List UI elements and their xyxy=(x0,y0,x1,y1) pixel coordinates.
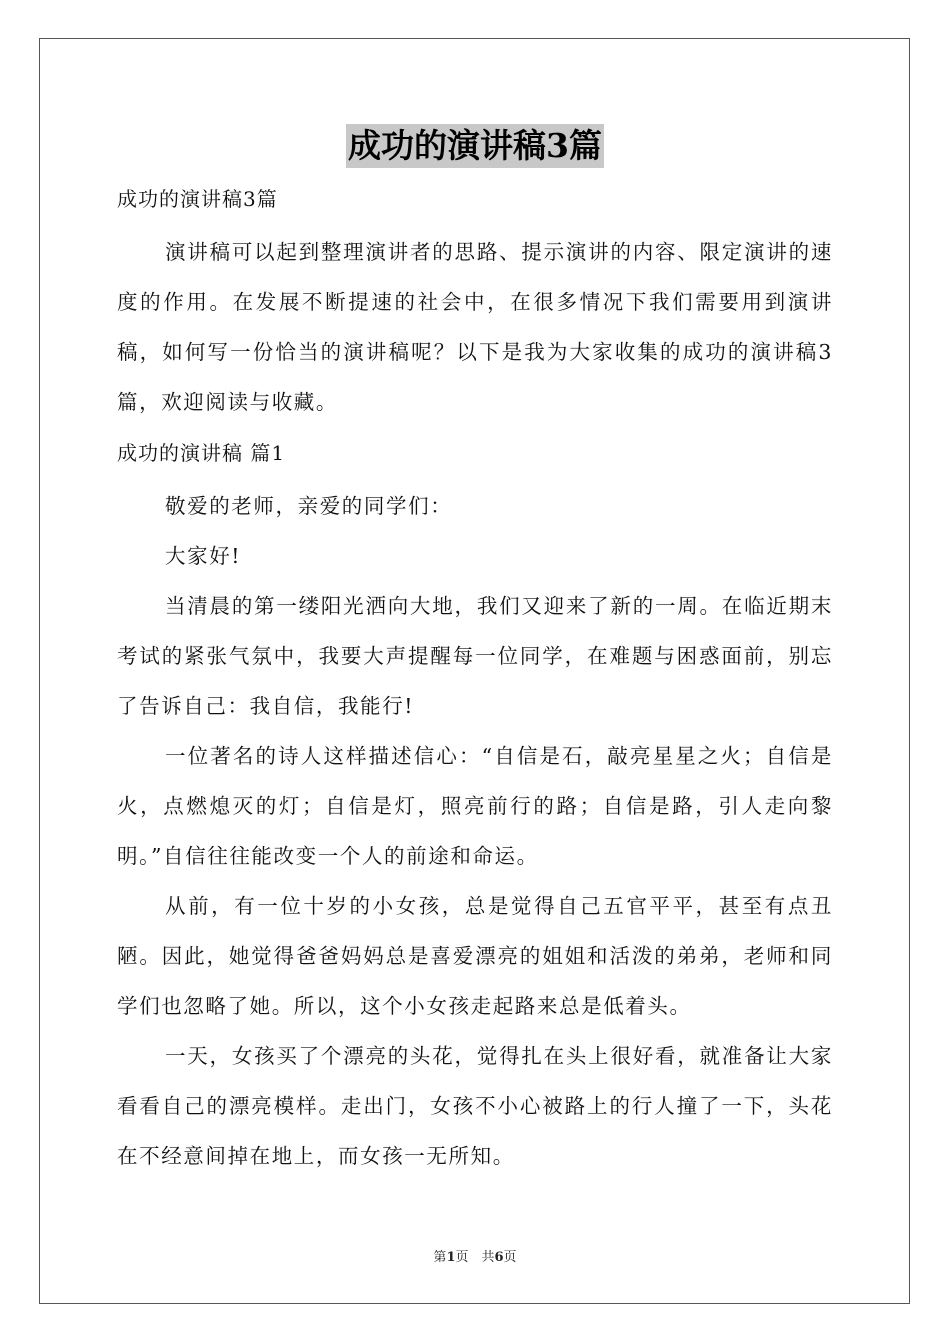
paragraph-hello: 大家好! xyxy=(165,544,242,568)
page-footer xyxy=(0,1246,950,1265)
footer-current-page: 1 xyxy=(446,1250,456,1265)
subtitle: 成功的演讲稿3篇 xyxy=(117,187,278,211)
paragraph-1: 当清晨的第一缕阳光洒向大地，我们又迎来了新的一周。在临近期末考试的紧张气氛中，我要大声提醒每一位同学，在难题与困惑面前，别忘了告诉自己：我自信，我能行! xyxy=(117,594,833,718)
paragraph-2: 一位著名的诗人这样描述信心：“自信是石，敲亮星星之火；自信是火，点燃熄灭的灯；自信是灯，照亮前行的路；自信是路，引人走向黎明。”自信往往能改变一个人的前途和命运。 xyxy=(117,744,833,868)
footer-total-pages: 6 xyxy=(494,1250,504,1265)
paragraph-4: 一天，女孩买了个漂亮的头花，觉得扎在头上很好看，就准备让大家看看自己的漂亮模样。走出门，女孩不小心被路上的行人撞了一下，头花在不经意间掉在地上，而女孩一无所知。 xyxy=(117,1044,833,1168)
paragraph-3: 从前，有一位十岁的小女孩，总是觉得自己五官平平，甚至有点丑陋。因此，她觉得爸爸妈妈总是喜爱漂亮的姐姐和活泼的弟弟，老师和同学们也忽略了她。所以，这个小女孩走起路来总是低着头。 xyxy=(117,894,833,1018)
title-container xyxy=(0,124,950,168)
footer-mid: 页 共 xyxy=(455,1250,495,1265)
section-heading-1: 成功的演讲稿 篇1 xyxy=(117,441,286,465)
footer-suffix: 页 xyxy=(503,1250,517,1265)
intro-paragraph: 演讲稿可以起到整理演讲者的思路、提示演讲的内容、限定演讲的速度的作用。在发展不断提速的社会中，在很多情况下我们需要用到演讲稿，如何写一份恰当的演讲稿呢？以下是我为大家收集的成功的演讲稿3篇，欢迎阅读与收藏。 xyxy=(117,240,833,414)
footer-prefix: 第 xyxy=(433,1250,447,1265)
document-title: 成功的演讲稿3篇 xyxy=(346,124,604,168)
document-body xyxy=(117,179,833,1181)
paragraph-greeting: 敬爱的老师，亲爱的同学们： xyxy=(165,494,453,518)
